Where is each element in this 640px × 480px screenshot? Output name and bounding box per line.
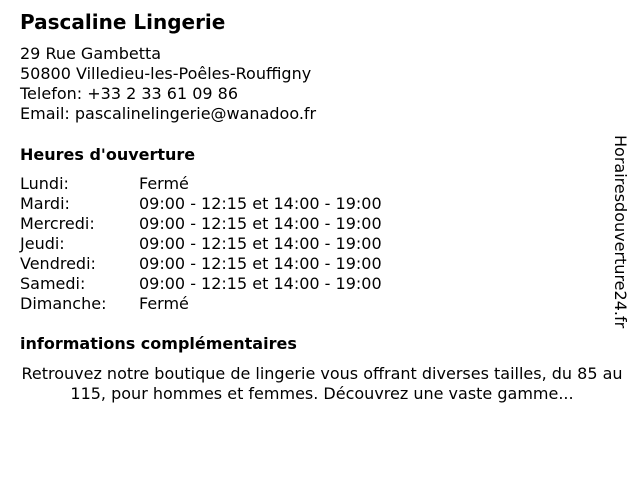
shop-street: 29 Rue Gambetta (20, 44, 162, 63)
hours-time-value: Fermé (139, 294, 189, 313)
shop-email: Email: pascalinelingerie@wanadoo.fr (20, 104, 317, 123)
watermark-text: Horairesdouverture24.fr (611, 135, 630, 329)
hours-row-saturday (20, 274, 382, 294)
hours-row-wednesday (20, 214, 382, 234)
hours-row-thursday (20, 234, 382, 254)
hours-time-value: 09:00 - 12:15 et 14:00 - 19:00 (139, 214, 382, 233)
hours-time-value: 09:00 - 12:15 et 14:00 - 19:00 (139, 234, 382, 253)
shop-city: 50800 Villedieu-les-Poêles-Rouffigny (20, 64, 312, 83)
hours-day-label: Samedi: (20, 274, 86, 293)
site-watermark (610, 135, 634, 345)
hours-row-tuesday (20, 194, 382, 214)
shop-name: Pascaline Lingerie (20, 10, 226, 34)
hours-day-label: Jeudi: (20, 234, 65, 253)
hours-row-sunday (20, 294, 382, 314)
shop-address-block (20, 44, 316, 124)
hours-time-value: 09:00 - 12:15 et 14:00 - 19:00 (139, 274, 382, 293)
hours-day-label: Mercredi: (20, 214, 95, 233)
hours-row-friday (20, 254, 382, 274)
hours-day-label: Lundi: (20, 174, 69, 193)
additional-info-heading: informations complémentaires (20, 334, 297, 353)
hours-time-value: Fermé (139, 174, 189, 193)
opening-hours-table (20, 174, 382, 314)
hours-day-label: Dimanche: (20, 294, 107, 313)
hours-time-value: 09:00 - 12:15 et 14:00 - 19:00 (139, 194, 382, 213)
shop-phone: Telefon: +33 2 33 61 09 86 (20, 84, 239, 103)
opening-hours-heading: Heures d'ouverture (20, 145, 196, 164)
hours-row-monday (20, 174, 382, 194)
shop-description: Retrouvez notre boutique de lingerie vous offrant diverses tailles, du 85 au 115, pour hommes et femmes. Découvrez une vaste gamme... (21, 364, 623, 403)
hours-day-label: Mardi: (20, 194, 70, 213)
hours-time-value: 09:00 - 12:15 et 14:00 - 19:00 (139, 254, 382, 273)
hours-day-label: Vendredi: (20, 254, 96, 273)
